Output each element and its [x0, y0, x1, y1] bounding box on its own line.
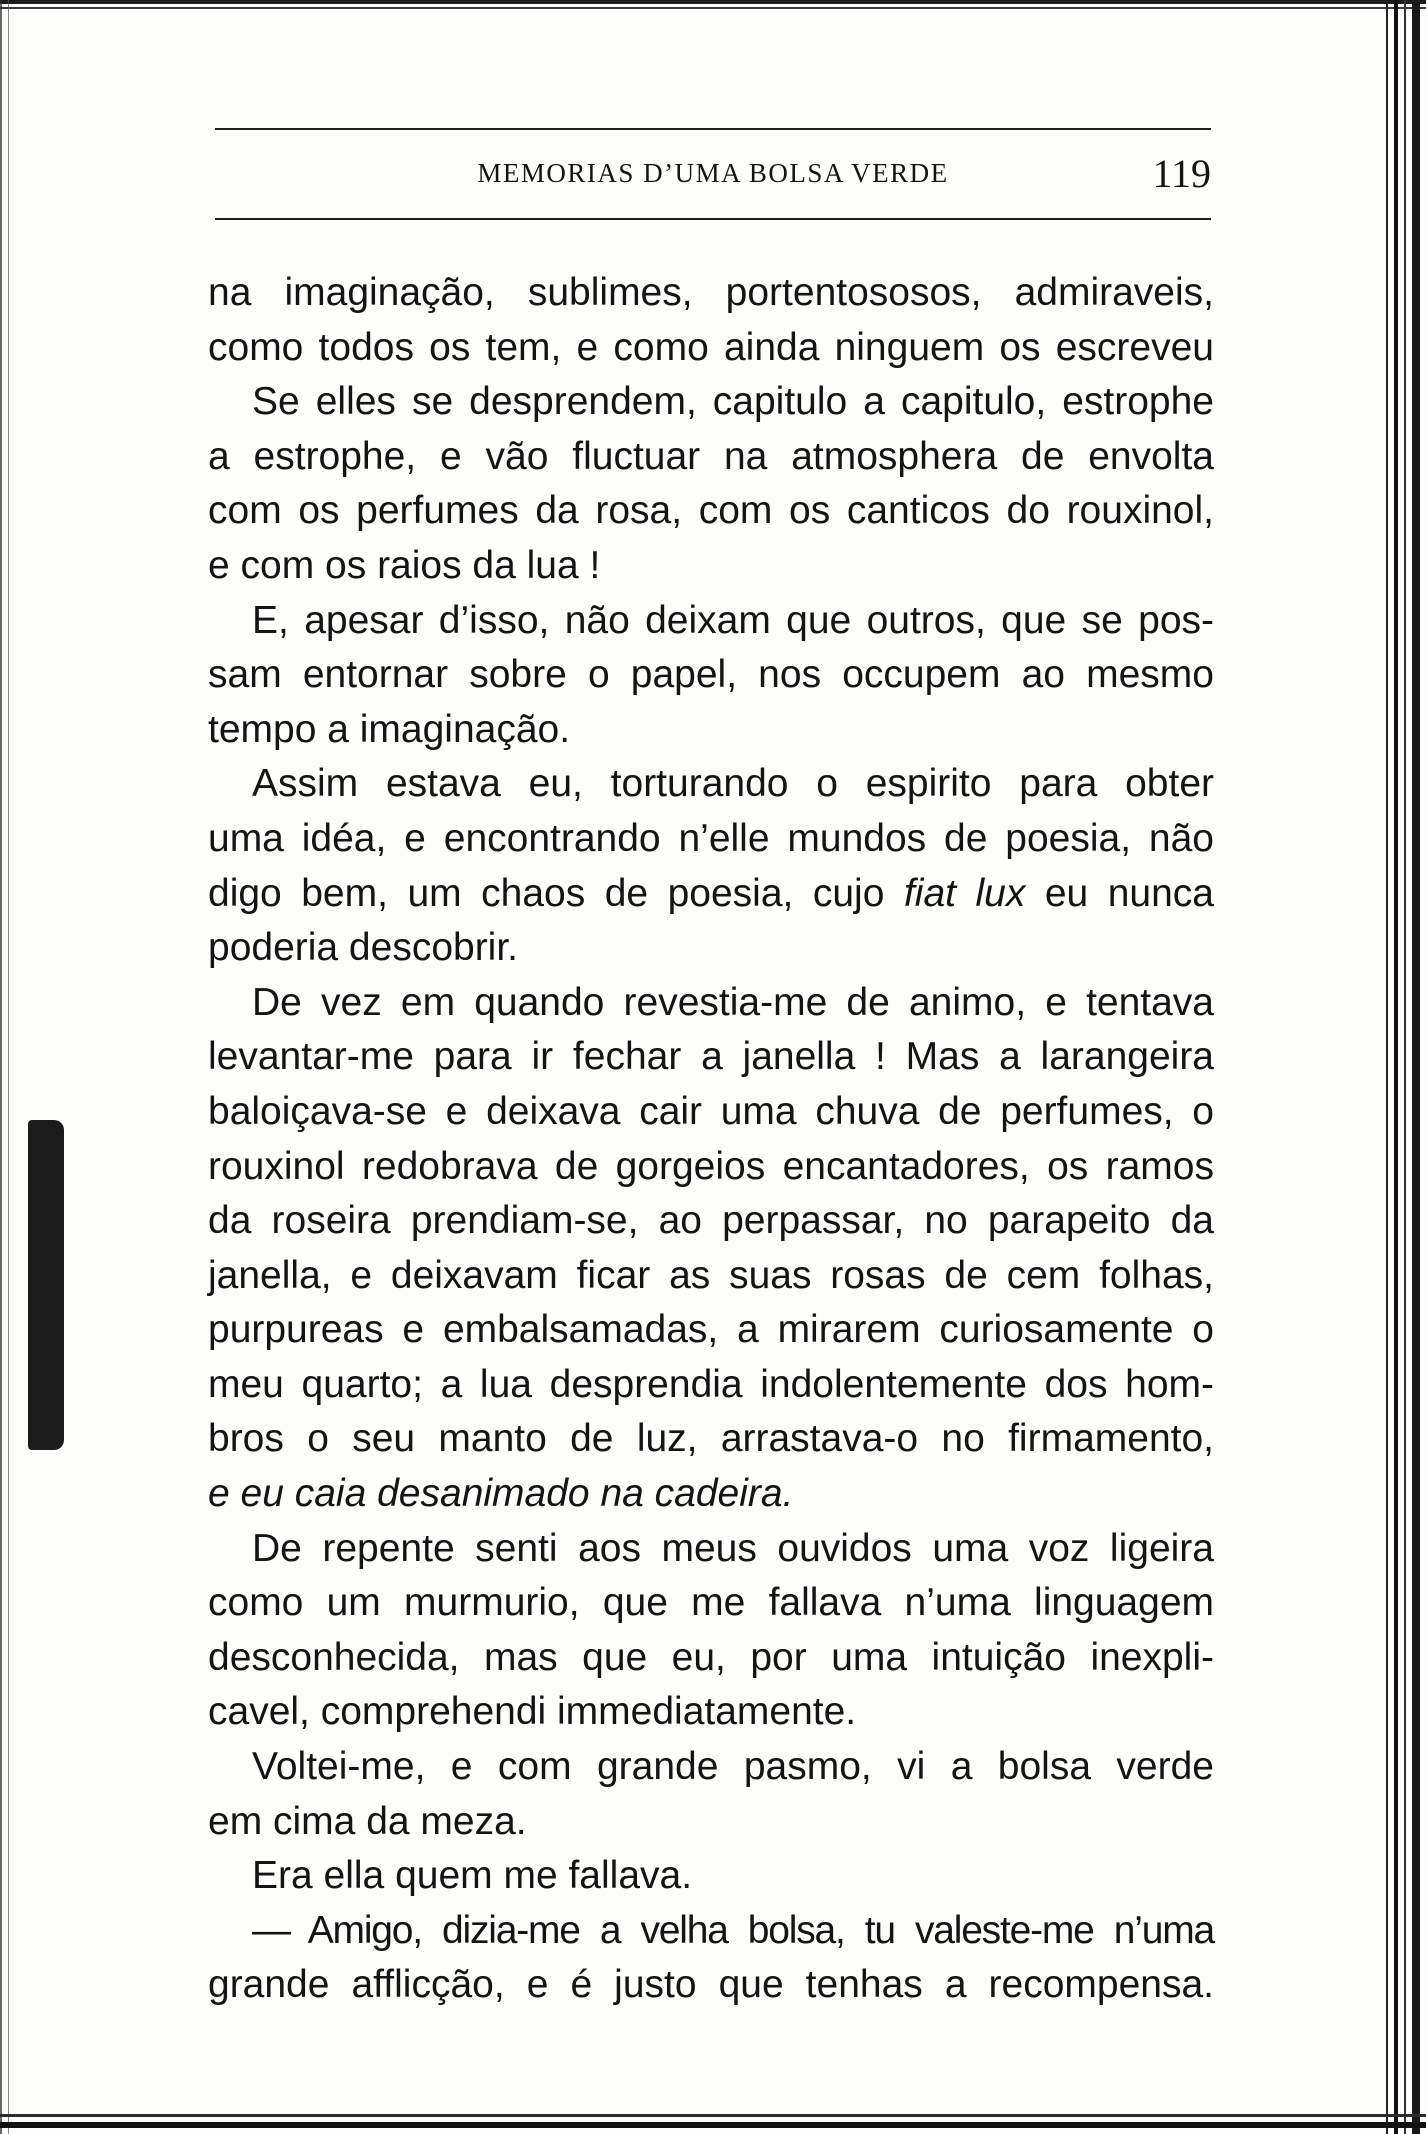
- text-line: Voltei-me, e com grande pasmo, vi a bolsa verde: [252, 1745, 1214, 1789]
- text-segment: digo bem, um chaos de poesia, cujo: [208, 871, 885, 915]
- binding-shadow: [28, 1120, 64, 1450]
- text-line: De vez em quando revestia-me de animo, e tentava: [252, 980, 1214, 1024]
- text-line: E, apesar d’isso, não deixam que outros, que se pos-: [252, 598, 1214, 642]
- scan-edge-left: [0, 0, 14, 2134]
- paragraph-1: [208, 266, 1214, 375]
- running-head: [215, 150, 1211, 200]
- header-rule-top: [215, 128, 1211, 130]
- text-line: na imaginação, sublimes, portentososos, admiraveis,: [208, 271, 1214, 314]
- text-line: tempo a imaginação.: [208, 707, 571, 751]
- text-line: bros o seu manto de luz, arrastava-o no firmamento,: [208, 1417, 1214, 1461]
- text-line-mixed: [208, 867, 1214, 922]
- running-title: MEMORIAS D’UMA BOLSA VERDE: [477, 158, 949, 188]
- text-line: purpureas e embalsamadas, a mirarem curiosamente o: [208, 1308, 1214, 1352]
- text-line: baloiçava-se e deixava cair uma chuva de perfumes, o: [208, 1089, 1214, 1133]
- scan-edge-bottom: [0, 2108, 1426, 2134]
- text-line: Se elles se desprendem, capitulo a capitulo, estrophe: [252, 380, 1214, 424]
- paragraph-9: [208, 1904, 1214, 2013]
- paragraph-8: [208, 1849, 1214, 1904]
- scan-edge-right: [1376, 0, 1426, 2134]
- text-line: uma idéa, e encontrando n’elle mundos de poesia, não: [208, 816, 1214, 860]
- scan-edge-top: [0, 0, 1426, 12]
- italic-phrase: fiat lux: [903, 871, 1026, 915]
- text-line: janella, e deixavam ficar as suas rosas de cem folhas,: [208, 1253, 1214, 1297]
- paragraph-6: [208, 1522, 1214, 1740]
- text-line: e eu caia desanimado na cadeira.: [208, 1472, 794, 1516]
- text-line: cavel, comprehendi immediatamente.: [208, 1690, 857, 1734]
- text-line: — Amigo, dizia-me a velha bolsa, tu valeste-me n’uma: [252, 1908, 1214, 1952]
- paragraph-3: [208, 594, 1214, 758]
- text-line: grande afflicção, e é justo que tenhas a recompensa.: [208, 1963, 1214, 2007]
- text-line: desconhecida, mas que eu, por uma intuição inexpli-: [208, 1635, 1214, 1679]
- text-line: Assim estava eu, torturando o espirito para obter: [252, 762, 1214, 806]
- text-line: levantar-me para ir fechar a janella ! Mas a larangeira: [208, 1035, 1214, 1079]
- text-segment: eu nunca: [1044, 871, 1214, 915]
- paragraph-4: [208, 757, 1214, 975]
- paragraph-2: [208, 375, 1214, 593]
- page-number: 119: [1152, 151, 1211, 196]
- body-text: [208, 266, 1214, 2013]
- text-line: como todos os tem, e como ainda ninguem os escreveu: [208, 325, 1214, 369]
- paragraph-5: [208, 976, 1214, 1522]
- paragraph-7: [208, 1740, 1214, 1849]
- text-line: poderia descobrir.: [208, 926, 519, 970]
- text-line: De repente senti aos meus ouvidos uma voz ligeira: [252, 1526, 1214, 1570]
- text-line: em cima da meza.: [208, 1799, 527, 1843]
- text-line: a estrophe, e vão fluctuar na atmosphera de envolta: [208, 434, 1214, 478]
- text-line: meu quarto; a lua desprendia indolentemente dos hom-: [208, 1362, 1214, 1406]
- text-line: sam entornar sobre o papel, nos occupem ao mesmo: [208, 653, 1214, 697]
- text-line: Era ella quem me fallava.: [252, 1854, 693, 1898]
- text-line: como um murmurio, que me fallava n’uma linguagem: [208, 1581, 1214, 1625]
- header-rule-bottom: [215, 218, 1211, 220]
- text-line: rouxinol redobrava de gorgeios encantadores, os ramos: [208, 1144, 1214, 1188]
- text-line: com os perfumes da rosa, com os canticos do rouxinol,: [208, 489, 1214, 533]
- text-line: da roseira prendiam-se, ao perpassar, no parapeito da: [208, 1199, 1214, 1243]
- text-line: e com os raios da lua !: [208, 543, 601, 587]
